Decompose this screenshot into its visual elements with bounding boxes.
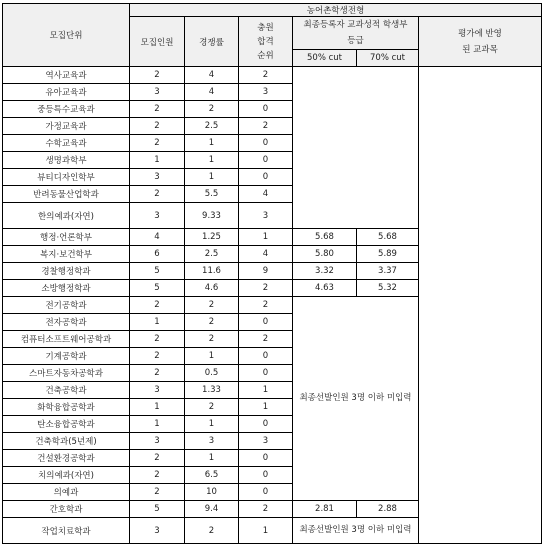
recruit-cell: 2 (130, 331, 185, 348)
recruit-cell: 2 (130, 186, 185, 203)
header-final-grade (293, 17, 419, 50)
competition-cell: 1 (185, 135, 239, 152)
cut70-cell: 5.32 (357, 280, 419, 297)
rank-cell: 2 (239, 118, 293, 135)
recruit-cell: 2 (130, 67, 185, 84)
unit-cell: 건축공학과 (3, 382, 130, 399)
competition-cell: 1 (185, 348, 239, 365)
competition-cell: 4 (185, 67, 239, 84)
unit-cell: 화학융합공학과 (3, 399, 130, 416)
recruit-cell: 3 (130, 382, 185, 399)
competition-cell: 2 (185, 101, 239, 118)
recruit-cell: 2 (130, 118, 185, 135)
below3-note (293, 297, 419, 501)
competition-cell: 11.6 (185, 263, 239, 280)
recruit-cell: 1 (130, 399, 185, 416)
recruit-cell: 2 (130, 365, 185, 382)
rank-cell: 0 (239, 416, 293, 433)
unit-cell: 전기공학과 (3, 297, 130, 314)
grade-empty-block (293, 67, 419, 229)
competition-cell: 3 (185, 433, 239, 450)
header-cut70: 70% cut (357, 50, 419, 67)
unit-cell: 반려동물산업학과 (3, 186, 130, 203)
header-final-grade-text: 최종등록자 교과성적 학생부등급 (303, 20, 408, 46)
rank-cell: 0 (239, 101, 293, 118)
cut70-cell: 2.88 (357, 501, 419, 518)
competition-cell: 0.5 (185, 365, 239, 382)
competition-cell: 4.6 (185, 280, 239, 297)
below3-note-last-text: 최종선발인원 3명 이하 미입력 (299, 525, 412, 535)
rank-cell: 0 (239, 467, 293, 484)
unit-cell: 경찰행정학과 (3, 263, 130, 280)
competition-cell: 1 (185, 450, 239, 467)
recruit-cell: 3 (130, 84, 185, 101)
header-extra-rank-text: 충원 합격 순위 (257, 22, 274, 61)
unit-cell: 탄소융합공학과 (3, 416, 130, 433)
unit-cell: 뷰티디자인학부 (3, 169, 130, 186)
rank-cell: 3 (239, 84, 293, 101)
unit-cell: 작업치료학과 (3, 518, 130, 544)
recruit-cell: 3 (130, 169, 185, 186)
competition-cell: 1 (185, 152, 239, 169)
rank-cell: 1 (239, 518, 293, 544)
rank-cell: 4 (239, 186, 293, 203)
rank-cell: 0 (239, 484, 293, 501)
unit-cell: 치의예과(자연) (3, 467, 130, 484)
subjects-empty-block (419, 67, 542, 544)
header-competition: 경쟁률 (185, 17, 239, 67)
rank-cell: 4 (239, 246, 293, 263)
cut50-cell: 4.63 (293, 280, 357, 297)
header-cut50: 50% cut (293, 50, 357, 67)
rank-cell: 2 (239, 280, 293, 297)
rank-cell: 0 (239, 450, 293, 467)
rank-cell: 0 (239, 169, 293, 186)
unit-cell: 컴퓨터소프트웨어공학과 (3, 331, 130, 348)
recruit-cell: 2 (130, 135, 185, 152)
unit-cell: 전자공학과 (3, 314, 130, 331)
recruit-cell: 1 (130, 416, 185, 433)
competition-cell: 2 (185, 399, 239, 416)
rank-cell: 0 (239, 314, 293, 331)
admission-results-table (2, 3, 542, 544)
rank-cell: 1 (239, 229, 293, 246)
unit-cell: 스마트자동차공학과 (3, 365, 130, 382)
recruit-cell: 5 (130, 263, 185, 280)
recruit-cell: 1 (130, 152, 185, 169)
rank-cell: 2 (239, 501, 293, 518)
recruit-cell: 3 (130, 203, 185, 229)
recruit-cell: 5 (130, 280, 185, 297)
unit-cell: 역사교육과 (3, 67, 130, 84)
recruit-cell: 1 (130, 314, 185, 331)
header-subjects-text: 평가에 반영된 교과목 (458, 28, 502, 55)
competition-cell: 10 (185, 484, 239, 501)
below3-note-last (293, 518, 419, 544)
recruit-cell: 2 (130, 467, 185, 484)
competition-cell: 2 (185, 518, 239, 544)
rank-cell: 2 (239, 331, 293, 348)
recruit-cell: 2 (130, 101, 185, 118)
competition-cell: 1 (185, 169, 239, 186)
cut70-cell: 3.37 (357, 263, 419, 280)
rank-cell: 0 (239, 348, 293, 365)
unit-cell: 의예과 (3, 484, 130, 501)
rank-cell: 0 (239, 152, 293, 169)
recruit-cell: 3 (130, 433, 185, 450)
cut50-cell: 3.32 (293, 263, 357, 280)
header-group: 농어촌학생전형 (130, 4, 542, 17)
recruit-cell: 2 (130, 297, 185, 314)
cut70-cell: 5.68 (357, 229, 419, 246)
competition-cell: 2.5 (185, 118, 239, 135)
below3-note-text: 최종선발인원 3명 이하 미입력 (299, 393, 412, 403)
unit-cell: 간호학과 (3, 501, 130, 518)
competition-cell: 9.4 (185, 501, 239, 518)
unit-cell: 유아교육과 (3, 84, 130, 101)
unit-cell: 건설환경공학과 (3, 450, 130, 467)
rank-cell: 1 (239, 399, 293, 416)
competition-cell: 9.33 (185, 203, 239, 229)
cut70-cell: 5.89 (357, 246, 419, 263)
header-extra-rank (239, 17, 293, 67)
rank-cell: 9 (239, 263, 293, 280)
rank-cell: 3 (239, 203, 293, 229)
recruit-cell: 2 (130, 348, 185, 365)
rank-cell: 0 (239, 365, 293, 382)
rank-cell: 0 (239, 135, 293, 152)
competition-cell: 4 (185, 84, 239, 101)
rank-cell: 2 (239, 67, 293, 84)
unit-cell: 행정·언론학부 (3, 229, 130, 246)
competition-cell: 5.5 (185, 186, 239, 203)
competition-cell: 6.5 (185, 467, 239, 484)
unit-cell: 복지·보건학부 (3, 246, 130, 263)
cut50-cell: 2.81 (293, 501, 357, 518)
rank-cell: 1 (239, 382, 293, 399)
recruit-cell: 6 (130, 246, 185, 263)
competition-cell: 2 (185, 331, 239, 348)
unit-cell: 수학교육과 (3, 135, 130, 152)
recruit-cell: 3 (130, 518, 185, 544)
competition-cell: 2 (185, 314, 239, 331)
unit-cell: 중등특수교육과 (3, 101, 130, 118)
unit-cell: 가정교육과 (3, 118, 130, 135)
unit-cell: 생명과학부 (3, 152, 130, 169)
recruit-cell: 5 (130, 501, 185, 518)
cut50-cell: 5.68 (293, 229, 357, 246)
competition-cell: 1 (185, 416, 239, 433)
unit-cell: 건축학과(5년제) (3, 433, 130, 450)
table-row (3, 67, 542, 84)
unit-cell: 기계공학과 (3, 348, 130, 365)
recruit-cell: 4 (130, 229, 185, 246)
recruit-cell: 2 (130, 484, 185, 501)
recruit-cell: 2 (130, 450, 185, 467)
cut50-cell: 5.80 (293, 246, 357, 263)
unit-cell: 한의예과(자연) (3, 203, 130, 229)
competition-cell: 2.5 (185, 246, 239, 263)
header-recruit: 모집인원 (130, 17, 185, 67)
header-unit: 모집단위 (3, 4, 130, 67)
competition-cell: 1.25 (185, 229, 239, 246)
unit-cell: 소방행정학과 (3, 280, 130, 297)
rank-cell: 3 (239, 433, 293, 450)
header-subjects (419, 17, 542, 67)
rank-cell: 2 (239, 297, 293, 314)
competition-cell: 1.33 (185, 382, 239, 399)
competition-cell: 2 (185, 297, 239, 314)
